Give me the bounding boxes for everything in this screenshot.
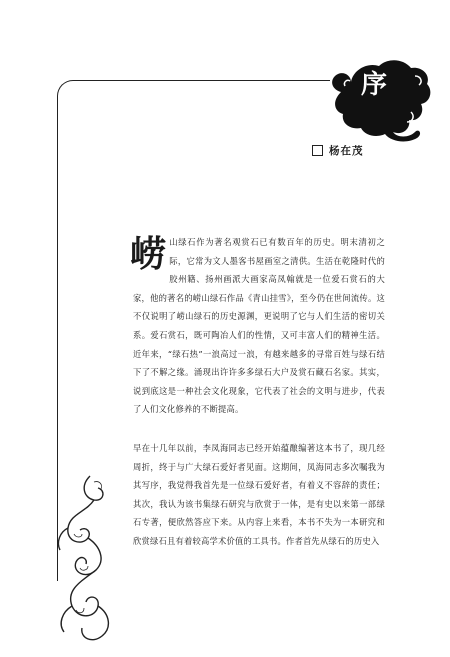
author-line [312,142,364,158]
drop-cap: 崂 [130,233,167,275]
frame-gap-right [420,150,440,590]
square-bullet-icon [312,145,323,156]
decorative-swirl-icon [50,472,130,652]
paragraph-1-text: 山绿石作为著名观赏石已有数百年的历史。明末清初之际，它常为文人墨客书屋画室之清供。生活在乾隆时代的胶州籍、扬州画派大画家高凤翰就是一位爱石赏石的大家，他的著名的崂山绿石作品《青山挂雪》，至今仍在世间流传。这不仅说明了崂山绿石的历史源渊，更说明了它与人们生活的密切关系。爱石赏石，既可陶冶人们的性情，又可丰富人们的精神生活。近年来，“绿石热”一浪高过一浪，有越来越多的寻常百姓与绿石结下了不解之缘。涌现出许许多多绿石大户及赏石藏石名家。其实，说到底这是一种社会文化现象，它代表了社会的文明与进步，代表了人们文化修养的不断提高。 [133,237,385,415]
paragraph-1 [130,233,385,419]
paragraph-2: 早在十几年以前，李凤海同志已经开始蕴酿编著这本书了，现几经周折，终于与广大绿石爱好者见面。这期间，凤海同志多次嘱我为其写序，我觉得我首先是一位绿石爱好者，有着义不容辞的责任；其次，我认为该书集绿石研究与欣赏于一体，是有史以来第一部绿石专著，便欣然答应下来。从内容上来看，本书不失为一本研究和欣赏绿石且有着较高学术价值的工具书。作者首先从绿石的历史入 [133,443,385,546]
section-title: 序 [360,70,387,100]
author-name: 杨在茂 [329,144,364,157]
